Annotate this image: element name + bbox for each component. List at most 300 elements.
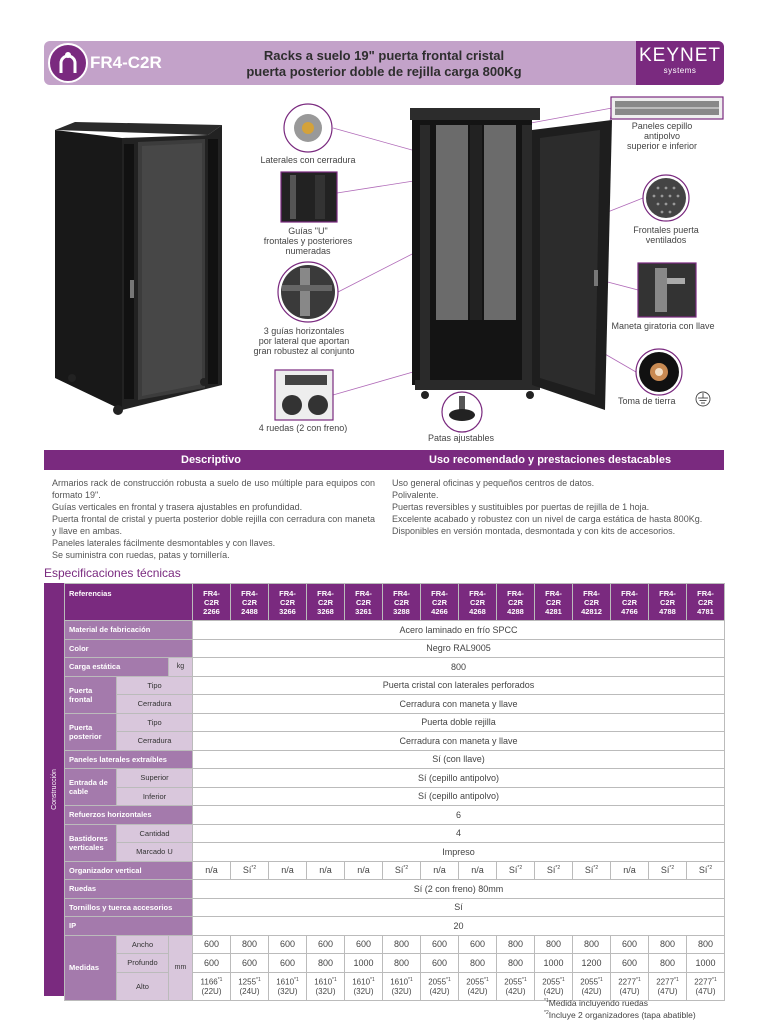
header-bar (44, 41, 724, 85)
entrada-sup-value: Sí (cepillo antipolvo) (193, 769, 725, 788)
organizador-cell (535, 861, 573, 880)
alto-cell (649, 972, 687, 1000)
ref-cell (421, 584, 459, 621)
ref-part: FR4- (355, 588, 372, 598)
row-pp-cerradura (65, 732, 725, 751)
pp-cerradura-label: Cerradura (117, 732, 193, 751)
label-frontales-2: ventilados (645, 235, 687, 245)
pp-cerradura-value: Cerradura con maneta y llave (193, 732, 725, 751)
label-tierra: Toma de tierra (618, 396, 676, 406)
ref-part: 3288 (393, 606, 410, 616)
ref-cell (611, 584, 649, 621)
paneles-value: Sí (con llave) (193, 750, 725, 769)
color-value: Negro RAL9005 (193, 639, 725, 658)
label-maneta: Maneta giratoria con llave (611, 321, 715, 331)
ref-part: FR4- (659, 588, 676, 598)
alto-value (193, 975, 230, 988)
alto-units: (32U) (391, 987, 412, 997)
organizador-cell (573, 861, 611, 880)
row-color (65, 639, 725, 658)
ancho-label: Ancho (117, 935, 169, 954)
medidas-unit: mm (169, 935, 193, 1000)
alto-units: (32U) (353, 987, 374, 997)
organizador-value: Sí (242, 865, 252, 876)
alto-mark: *1 (712, 976, 717, 983)
organizador-cell (345, 861, 383, 880)
profundo-cell: 600 (231, 954, 269, 973)
alto-mark: *1 (522, 976, 527, 983)
organizador-mark: *2 (555, 865, 561, 872)
uso-line: Excelente acabado y robustez con un nivel de carga estática de hasta 800Kg. (392, 514, 703, 524)
descriptivo-line: Guías verticales en frontal y trasera ajustables en profundidad. (52, 502, 303, 512)
row-pp-tipo (65, 713, 725, 732)
alto-mark: *1 (408, 976, 413, 983)
entrada-inf-value: Sí (cepillo antipolvo) (193, 787, 725, 806)
organizador-value: Sí (584, 865, 594, 876)
alto-cell (193, 972, 231, 1000)
ancho-cell: 600 (421, 935, 459, 954)
alto-cell (535, 972, 573, 1000)
descriptivo-line: Paneles laterales fácilmente desmontables y con llaves. (52, 538, 276, 548)
profundo-cell: 600 (269, 954, 307, 973)
organizador-mark: *2 (593, 865, 599, 872)
ref-part: FR4- (241, 588, 258, 598)
ref-part: 4788 (659, 606, 676, 616)
alto-mark: *1 (636, 976, 641, 983)
tornillos-value: Sí (193, 898, 725, 917)
organizador-cell (687, 861, 725, 880)
profundo-cell: 800 (459, 954, 497, 973)
row-organizador (65, 861, 725, 880)
profundo-cell: 800 (307, 954, 345, 973)
alto-units: (42U) (467, 987, 488, 997)
alto-label: Alto (117, 972, 169, 1000)
descriptivo-text (52, 477, 375, 561)
specs-table (64, 583, 725, 1001)
organizador-cell (193, 861, 231, 880)
ruedas-value: Sí (2 con freno) 80mm (193, 880, 725, 899)
organizador-cell (459, 861, 497, 880)
thumb-ventilated-door-icon (643, 175, 689, 221)
label-paneles-1: Paneles cepillo (631, 121, 693, 131)
organizador-value: Sí (508, 865, 518, 876)
row-paneles (65, 750, 725, 769)
label-guias (240, 226, 376, 256)
alto-mm: 1610 (352, 977, 371, 987)
organizador-value: Sí (698, 865, 708, 876)
footnote-1 (544, 998, 648, 1008)
ref-part: C2R (279, 597, 295, 607)
alto-mm: 1610 (314, 977, 333, 987)
footnote-2-mark: *2 (544, 1010, 549, 1017)
ref-part: 4268 (469, 606, 486, 616)
organizador-mark: *2 (251, 865, 257, 872)
material-value: Acero laminado en frío SPCC (193, 621, 725, 640)
alto-value (383, 975, 420, 988)
alto-mm: 2277 (694, 977, 713, 987)
pf-label: Puerta frontal (65, 676, 117, 713)
alto-value (307, 975, 344, 988)
alto-cell (421, 972, 459, 1000)
profundo-cell: 800 (383, 954, 421, 973)
ruedas-label: Ruedas (65, 880, 193, 899)
row-entrada-sup (65, 769, 725, 788)
ref-cell (345, 584, 383, 621)
alto-value (649, 975, 686, 988)
alto-units: (42U) (429, 987, 450, 997)
alto-mm: 2055 (580, 977, 599, 987)
alto-mm: 2055 (428, 977, 447, 987)
row-profundo (65, 954, 725, 973)
material-label: Material de fabricación (65, 621, 193, 640)
alto-value (497, 975, 534, 988)
organizador-label: Organizador vertical (65, 861, 193, 880)
row-pf-tipo (65, 676, 725, 695)
ref-cell (649, 584, 687, 621)
row-referencias (65, 584, 725, 621)
ref-part: 42812 (581, 606, 602, 616)
label-guias-1: Guías "U" (288, 226, 328, 236)
label-horiz-3: gran robustez al conjunto (253, 346, 355, 356)
pp-label: Puerta posterior (65, 713, 117, 750)
row-ancho (65, 935, 725, 954)
pf-tipo-value: Puerta cristal con laterales perforados (193, 676, 725, 695)
profundo-cell: 800 (497, 954, 535, 973)
alto-mm: 2277 (618, 977, 637, 987)
ref-cell (459, 584, 497, 621)
alto-mm: 2055 (542, 977, 561, 987)
specs-title: Especificaciones técnicas (44, 566, 181, 580)
alto-mark: *1 (446, 976, 451, 983)
organizador-cell (231, 861, 269, 880)
ancho-cell: 600 (193, 935, 231, 954)
ground-symbol-icon (696, 392, 710, 406)
row-alto (65, 972, 725, 1000)
ref-cell (193, 584, 231, 621)
alto-units: (24U) (239, 987, 260, 997)
profundo-cell: 1000 (687, 954, 725, 973)
rack-front-view (55, 122, 222, 415)
row-refuerzos (65, 806, 725, 825)
organizador-value: Sí (660, 865, 670, 876)
tornillos-label: Tornillos y tuerca accesorios (65, 898, 193, 917)
descriptivo-line: Puerta frontal de cristal y puerta posterior doble rejilla con cerradura con maneta y llave en ambas. (52, 514, 375, 536)
ref-part: 4781 (697, 606, 714, 616)
thumb-horizontal-guides-icon (278, 262, 338, 322)
ref-label: Referencias (65, 584, 193, 621)
alto-mark: *1 (484, 976, 489, 983)
person-logo-icon (48, 43, 88, 83)
organizador-value: n/a (205, 865, 218, 876)
model-code: FR4-C2R (90, 53, 162, 72)
ip-label: IP (65, 917, 193, 936)
uso-line: Disponibles en versión montada, desmontada y con kits de accesorios. (392, 526, 676, 536)
alto-mm: 1166 (200, 977, 218, 987)
alto-value (421, 975, 458, 988)
ref-part: C2R (659, 597, 675, 607)
footnote-1-text: Medida incluyendo ruedas (548, 998, 648, 1008)
alto-cell (307, 972, 345, 1000)
thumb-u-guides-icon (281, 172, 337, 222)
ancho-cell: 800 (535, 935, 573, 954)
ref-part: C2R (393, 597, 409, 607)
cantidad-value: 4 (193, 824, 725, 843)
ref-part: FR4- (507, 588, 524, 598)
descriptivo-line: Se suministra con ruedas, patas y tornillería. (52, 550, 230, 560)
organizador-cell (611, 861, 649, 880)
ancho-cell: 600 (269, 935, 307, 954)
thumb-lateral-lock-icon (284, 104, 332, 152)
alto-cell (687, 972, 725, 1000)
ref-part: 2266 (203, 606, 220, 616)
label-guias-2: frontales y posteriores (263, 236, 353, 246)
alto-mm: 1255 (238, 977, 257, 987)
organizador-mark: *2 (517, 865, 523, 872)
ref-part: C2R (241, 597, 257, 607)
ref-cell (497, 584, 535, 621)
alto-value (611, 975, 648, 988)
alto-mark: *1 (674, 976, 679, 983)
ref-part: FR4- (203, 588, 220, 598)
ip-value: 20 (193, 917, 725, 936)
label-guias-3: numeradas (285, 246, 331, 256)
marcado-value: Impreso (193, 843, 725, 862)
organizador-mark: *2 (403, 865, 409, 872)
thumb-handle-lock-icon (638, 263, 696, 317)
carga-unit: kg (169, 658, 193, 677)
ref-part: C2R (507, 597, 523, 607)
organizador-cell (421, 861, 459, 880)
profundo-cell: 600 (611, 954, 649, 973)
profundo-cell: 800 (649, 954, 687, 973)
ref-cell (687, 584, 725, 621)
alto-mark: *1 (370, 976, 375, 983)
uso-heading: Uso recomendado y prestaciones destacables (429, 454, 672, 466)
brand-sub: systems (663, 66, 697, 75)
label-paneles-2: antipolvo (643, 131, 681, 141)
carga-label: Carga estática (65, 658, 169, 677)
row-pf-cerradura (65, 695, 725, 714)
uso-text (392, 477, 714, 537)
marcado-label: Marcado U (117, 843, 193, 862)
thumb-adjustable-feet-icon (442, 392, 482, 432)
alto-units: (42U) (581, 987, 602, 997)
uso-line: Uso general oficinas y pequeños centros de datos. (392, 478, 595, 488)
pf-tipo-label: Tipo (117, 676, 193, 695)
brand-logo (636, 41, 724, 85)
ancho-cell: 600 (611, 935, 649, 954)
alto-cell (459, 972, 497, 1000)
ref-part: FR4- (621, 588, 638, 598)
alto-units: (32U) (277, 987, 298, 997)
alto-units: (32U) (315, 987, 336, 997)
organizador-value: n/a (281, 865, 294, 876)
label-horizontales (230, 326, 378, 356)
alto-value (535, 975, 572, 988)
ref-part: C2R (355, 597, 371, 607)
entrada-label: Entrada de cable (65, 769, 117, 806)
paneles-label: Paneles laterales extraíbles (65, 750, 193, 769)
alto-units: (22U) (201, 987, 222, 997)
alto-units: (42U) (543, 987, 564, 997)
entrada-inf-label: Inferior (117, 787, 193, 806)
ref-part: C2R (203, 597, 219, 607)
organizador-cell (497, 861, 535, 880)
thumb-ground-icon (636, 349, 682, 395)
organizador-cell (649, 861, 687, 880)
organizador-mark: *2 (707, 865, 713, 872)
ref-cell (307, 584, 345, 621)
organizador-mark: *2 (669, 865, 675, 872)
footnote-1-mark: *1 (544, 998, 549, 1005)
organizador-cell (269, 861, 307, 880)
ref-cell (383, 584, 421, 621)
alto-cell (573, 972, 611, 1000)
alto-units: (47U) (619, 987, 640, 997)
alto-value (573, 975, 610, 988)
label-frontales-1: Frontales puerta (633, 225, 699, 235)
ref-cell (573, 584, 611, 621)
side-label: Construcción (50, 769, 58, 810)
title-line-2: puerta posterior doble de rejilla carga 800Kg (246, 64, 522, 79)
alto-cell (611, 972, 649, 1000)
alto-mark: *1 (332, 976, 337, 983)
alto-mark: *1 (256, 976, 261, 983)
alto-mm: 2055 (466, 977, 485, 987)
ref-part: FR4- (393, 588, 410, 598)
row-bastidores-marcado (65, 843, 725, 862)
ancho-cell: 800 (497, 935, 535, 954)
row-tornillos (65, 898, 725, 917)
descriptivo-heading: Descriptivo (181, 454, 241, 466)
descriptivo-line: Armarios rack de construcción robusta a suelo de uso múltiple para equipos con formato 19". (52, 478, 375, 500)
label-horiz-1: 3 guías horizontales (263, 326, 345, 336)
alto-cell (383, 972, 421, 1000)
side-label-wrap (44, 583, 64, 996)
pf-cerradura-label: Cerradura (117, 695, 193, 714)
organizador-value: Sí (546, 865, 556, 876)
carga-value: 800 (193, 658, 725, 677)
ref-part: FR4- (545, 588, 562, 598)
thumb-brush-panel-icon (611, 97, 723, 119)
entrada-sup-label: Superior (117, 769, 193, 788)
ancho-cell: 800 (649, 935, 687, 954)
pf-cerradura-value: Cerradura con maneta y llave (193, 695, 725, 714)
organizador-value: n/a (433, 865, 446, 876)
organizador-value: n/a (471, 865, 484, 876)
pp-tipo-value: Puerta doble rejilla (193, 713, 725, 732)
cantidad-label: Cantidad (117, 824, 193, 843)
pp-tipo-label: Tipo (117, 713, 193, 732)
alto-mark: *1 (217, 976, 223, 983)
label-laterales: Laterales con cerradura (260, 155, 356, 165)
ref-part: FR4- (469, 588, 486, 598)
ancho-cell: 600 (307, 935, 345, 954)
ref-part: 4281 (545, 606, 562, 616)
ref-cell (231, 584, 269, 621)
ancho-cell: 800 (687, 935, 725, 954)
label-frontales (616, 225, 716, 245)
bastidores-label: Bastidores verticales (65, 824, 117, 861)
label-paneles (612, 121, 712, 151)
refuerzos-label: Refuerzos horizontales (65, 806, 193, 825)
profundo-cell: 1000 (345, 954, 383, 973)
refuerzos-value: 6 (193, 806, 725, 825)
thumb-wheels-icon (275, 370, 333, 420)
row-ip (65, 917, 725, 936)
profundo-cell: 600 (193, 954, 231, 973)
profundo-cell: 1000 (535, 954, 573, 973)
ref-part: C2R (431, 597, 447, 607)
product-title (214, 48, 554, 80)
profundo-cell: 600 (421, 954, 459, 973)
ref-part: 4766 (621, 606, 638, 616)
ref-part: FR4- (431, 588, 448, 598)
ref-part: FR4- (583, 588, 600, 598)
organizador-cell (307, 861, 345, 880)
ancho-cell: 800 (383, 935, 421, 954)
ref-part: C2R (545, 597, 561, 607)
uso-line: Puertas reversibles y sustituibles por puertas de rejilla de 1 hoja. (392, 502, 650, 512)
alto-cell (345, 972, 383, 1000)
ref-part: 3266 (279, 606, 296, 616)
color-label: Color (65, 639, 193, 658)
organizador-value: n/a (623, 865, 636, 876)
ref-part: FR4- (279, 588, 296, 598)
section-bar (44, 450, 724, 470)
label-paneles-3: superior e inferior (626, 141, 698, 151)
uso-line: Polivalente. (392, 490, 439, 500)
label-patas: Patas ajustables (427, 433, 495, 443)
alto-cell (497, 972, 535, 1000)
ref-cell (269, 584, 307, 621)
alto-units: (47U) (695, 987, 716, 997)
label-horiz-2: por lateral que aportan (258, 336, 350, 346)
alto-mark: *1 (560, 976, 565, 983)
organizador-value: n/a (319, 865, 332, 876)
row-bastidores-cantidad (65, 824, 725, 843)
ancho-cell: 600 (345, 935, 383, 954)
alto-cell (269, 972, 307, 1000)
alto-value (345, 975, 382, 988)
alto-units: (42U) (505, 987, 526, 997)
ref-part: 3261 (355, 606, 372, 616)
ancho-cell: 800 (231, 935, 269, 954)
ref-part: 4266 (431, 606, 448, 616)
alto-value (231, 975, 268, 988)
ref-part: C2R (469, 597, 485, 607)
alto-units: (47U) (657, 987, 678, 997)
ref-part: 2488 (241, 606, 258, 616)
organizador-value: Sí (394, 865, 404, 876)
ref-part: FR4- (697, 588, 714, 598)
rack-open-view (410, 108, 612, 410)
profundo-cell: 1200 (573, 954, 611, 973)
alto-mm: 2055 (504, 977, 523, 987)
row-material (65, 621, 725, 640)
footnote-2-text: Incluye 2 organizadores (tapa abatible) (548, 1010, 696, 1020)
title-line-1: Racks a suelo 19" puerta frontal cristal (263, 48, 505, 63)
row-entrada-inf (65, 787, 725, 806)
alto-value (687, 975, 724, 988)
label-ruedas: 4 ruedas (2 con freno) (258, 423, 348, 433)
ref-cell (535, 584, 573, 621)
profundo-label: Profundo (117, 954, 169, 973)
row-carga (65, 658, 725, 677)
alto-cell (231, 972, 269, 1000)
footnote-2 (544, 1010, 696, 1020)
alto-mark: *1 (294, 976, 299, 983)
